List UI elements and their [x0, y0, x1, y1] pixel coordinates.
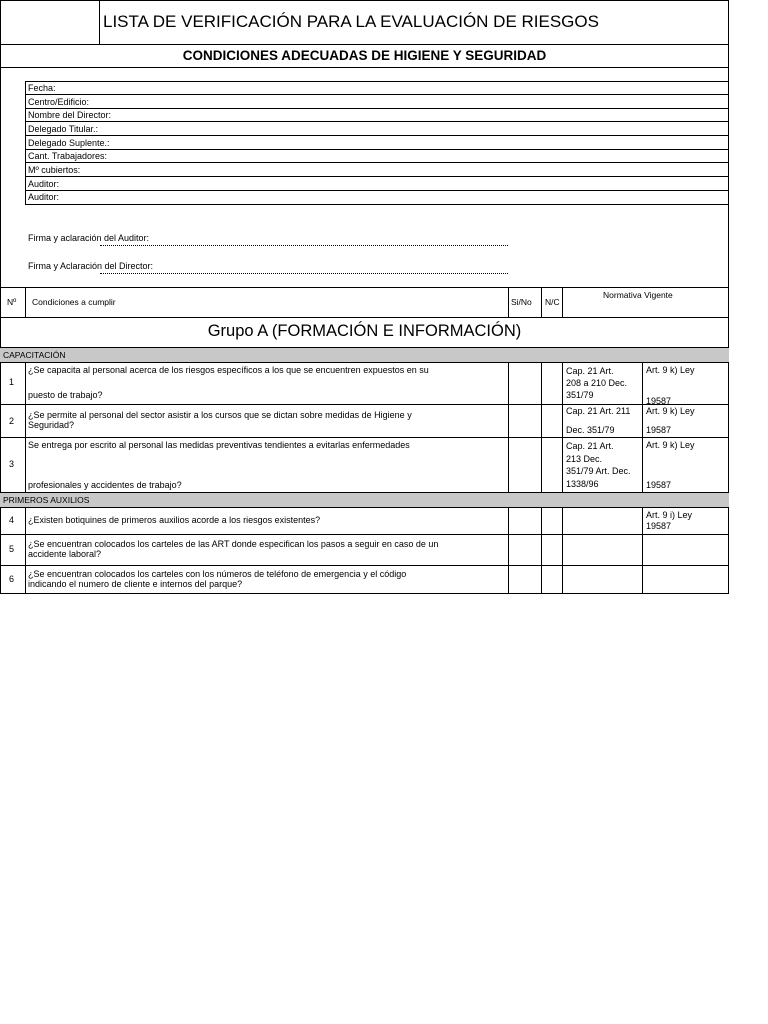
field-m-cubiertos: Mº cubiertos:	[28, 165, 81, 175]
rule	[25, 176, 728, 177]
row-condition-line2: indicando el numero de cliente e internos del parque?	[28, 579, 243, 589]
row-normativa-law: Art. 9 i) Ley	[646, 510, 693, 520]
rule	[25, 121, 728, 122]
row-divider	[0, 565, 729, 566]
row-num: 1	[9, 377, 15, 387]
signature-auditor-label: Firma y aclaración del Auditor:	[28, 233, 150, 243]
table-bottom-border	[0, 593, 729, 594]
col-divider-normativa	[642, 508, 643, 594]
row-condition-line2: Seguridad?	[28, 420, 75, 430]
row-condition-line1: Se entrega por escrito al personal las medidas preventivas tendientes a evitarlas enfermedades	[28, 440, 410, 450]
row-num: 5	[9, 544, 15, 554]
subtitle: CONDICIONES ADECUADAS DE HIGIENE Y SEGURIDAD	[182, 48, 547, 63]
rule	[25, 94, 728, 95]
norm-line: Cap. 21 Art.	[566, 366, 614, 376]
col-divider-conditions	[508, 287, 509, 317]
row-normativa-law-num: 19587	[646, 521, 672, 531]
norm-line: 351/79 Art. Dec.	[566, 466, 631, 477]
info-left-border	[25, 81, 26, 204]
rule	[25, 108, 728, 109]
row-normativa-law: Art. 9 k) Ley	[646, 365, 695, 375]
row-condition-line2: accidente laboral?	[28, 549, 102, 559]
norm-line: 351/79	[566, 390, 594, 400]
rule	[25, 162, 728, 163]
section-title: PRIMEROS AUXILIOS	[3, 495, 90, 505]
col-normativa-header: Normativa Vigente	[603, 290, 673, 300]
row-num: 6	[9, 574, 15, 584]
col-divider-normativa	[642, 363, 643, 492]
norm-line: 1338/96	[566, 479, 599, 490]
row-condition-line2: profesionales y accidentes de trabajo?	[28, 480, 182, 490]
row-condition-line1: ¿Se encuentran colocados los carteles de las ART donde especifican los pasos a seguir en caso de un	[28, 539, 439, 549]
section-title: CAPACITACIÓN	[3, 350, 66, 360]
rule	[0, 44, 729, 45]
row-normativa-law-num: 19587	[646, 396, 672, 406]
col-divider-nc	[562, 508, 563, 594]
col-divider-sino	[541, 287, 542, 317]
field-delegado-suplente: Delegado Suplente.:	[28, 138, 110, 148]
field-auditor-1: Auditor:	[28, 179, 60, 189]
col-nc-header: N/C	[545, 297, 560, 307]
row-condition-line1: ¿Se permite al personal del sector asistir a los cursos que se dictan sobre medidas de Higiene y	[28, 410, 412, 420]
row-normativa-law-num: 19587	[646, 425, 672, 435]
col-divider-nc	[562, 363, 563, 492]
col-divider-num	[25, 508, 26, 594]
row-normativa-decree-2: Dec. 351/79	[566, 425, 615, 435]
row-normativa-law: Art. 9 k) Ley	[646, 440, 695, 450]
field-cant-trabajadores: Cant. Trabajadores:	[28, 151, 108, 161]
signature-auditor-line	[100, 245, 508, 246]
rule	[25, 149, 728, 150]
norm-line: 213 Dec.	[566, 453, 603, 464]
row-num: 4	[9, 515, 15, 525]
field-delegado-titular: Delegado Titular.:	[28, 124, 99, 134]
rule	[0, 317, 729, 318]
section-bar-capacitacion	[0, 347, 729, 363]
rule	[25, 190, 728, 191]
row-divider	[0, 404, 729, 405]
row-normativa-decree: Cap. 21 Art. 211	[566, 406, 631, 416]
page-title: LISTA DE VERIFICACIÓN PARA LA EVALUACIÓN DE RIESGOS	[103, 12, 599, 31]
title-left-divider	[99, 0, 100, 44]
col-num-header: Nº	[7, 297, 17, 307]
signature-director-label: Firma y Aclaración del Director:	[28, 261, 154, 271]
col-divider-num	[25, 287, 26, 317]
row-normativa-decree	[566, 441, 642, 492]
rule	[0, 287, 729, 288]
group-title: Grupo A (FORMACIÓN E INFORMACIÓN)	[207, 322, 522, 340]
norm-line: 208 a 210 Dec.	[566, 378, 628, 388]
row-normativa-law-num: 19587	[646, 480, 672, 490]
field-centro: Centro/Edificio:	[28, 97, 90, 107]
row-normativa-law: Art. 9 k) Ley	[646, 406, 695, 416]
col-sino-header: Si/No	[511, 297, 532, 307]
rule	[25, 81, 728, 82]
col-divider-sino	[541, 508, 542, 594]
norm-line: Cap. 21 Art.	[566, 441, 614, 451]
row-condition-line2: puesto de trabajo?	[28, 390, 103, 400]
rule	[25, 204, 728, 205]
row-condition-line1: ¿Se encuentran colocados los carteles con los números de teléfono de emergencia y el código	[28, 569, 407, 579]
rule	[25, 135, 728, 136]
border-top	[0, 0, 729, 1]
row-num: 3	[9, 459, 15, 469]
row-condition-line1: ¿Existen botiquines de primeros auxilios acorde a los riesgos existentes?	[28, 515, 321, 525]
col-conditions-header: Condiciones a cumplir	[32, 297, 116, 307]
row-divider	[0, 437, 729, 438]
field-auditor-2: Auditor:	[28, 192, 60, 202]
rule	[0, 67, 729, 68]
col-divider-nc	[562, 287, 563, 317]
col-divider-sino	[541, 363, 542, 492]
signature-director-line	[100, 273, 508, 274]
field-fecha: Fecha:	[28, 83, 56, 93]
field-director: Nombre del Director:	[28, 110, 112, 120]
row-condition-line1: ¿Se capacita al personal acerca de los riesgos específicos a los que se encuentren expuestos en su	[28, 365, 429, 375]
col-divider-conditions	[508, 508, 509, 594]
section-bar-primeros-auxilios	[0, 492, 729, 508]
row-num: 2	[9, 416, 15, 426]
row-normativa-decree	[566, 366, 642, 402]
col-divider-num	[25, 363, 26, 492]
row-divider	[0, 534, 729, 535]
col-divider-conditions	[508, 363, 509, 492]
